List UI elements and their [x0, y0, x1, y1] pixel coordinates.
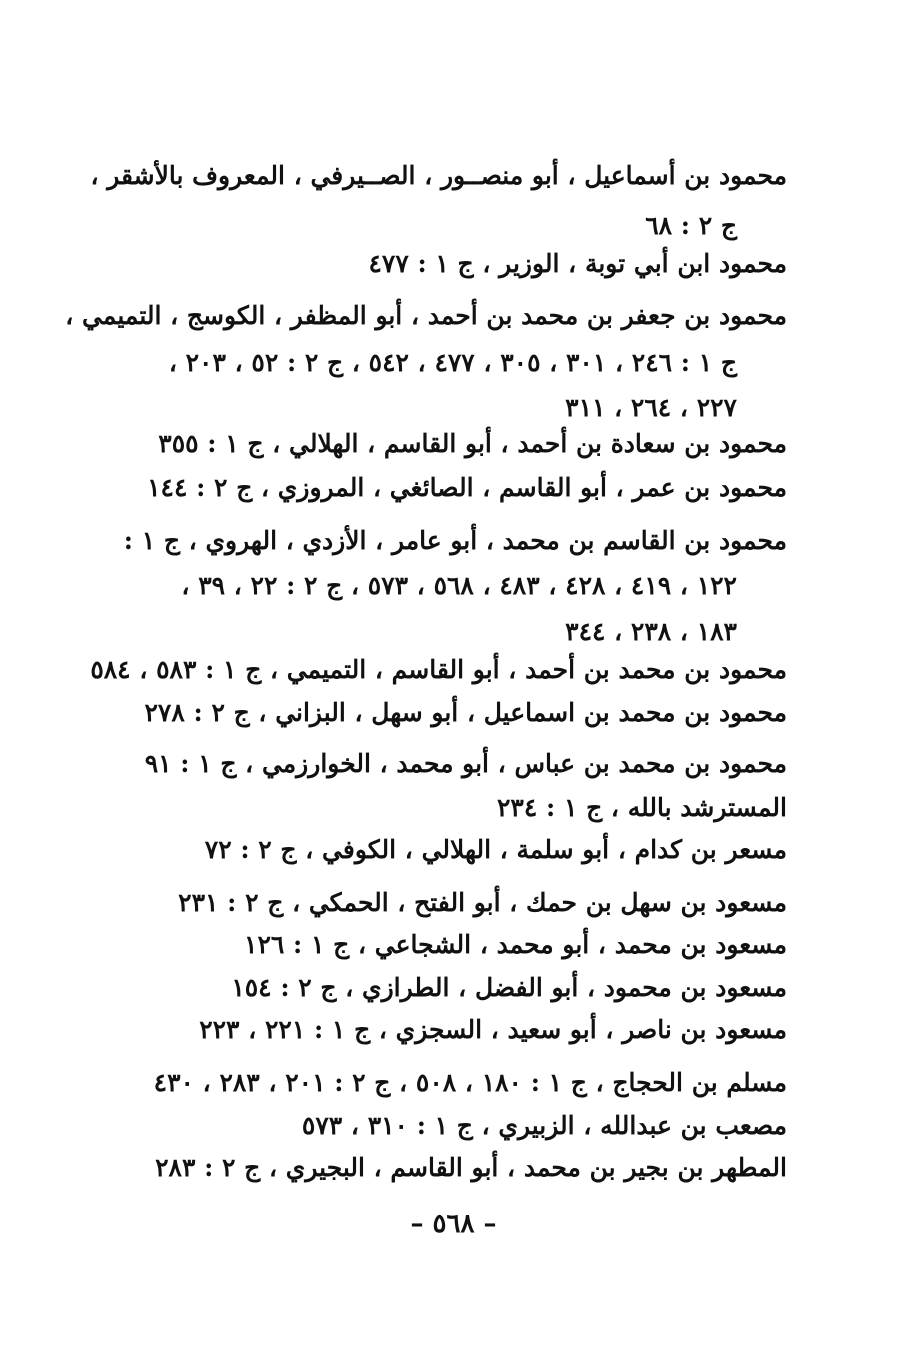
index-entry-line: مصعب بن عبدالله ، الزبيري ، ج ١ : ٣١٠ ، ٥٧٣ [301, 1111, 787, 1140]
index-entry-line: مسعود بن سهل بن حمك ، أبو الفتح ، الحمكي ، ج ٢ : ٢٣١ [178, 888, 787, 917]
index-entry-line: المطهر بن بجير بن محمد ، أبو القاسم ، البجيري ، ج ٢ : ٢٨٣ [155, 1153, 787, 1182]
index-entry-line: محمود بن محمد بن أحمد ، أبو القاسم ، التميمي ، ج ١ : ٥٨٣ ، ٥٨٤ [90, 655, 787, 684]
index-entry-line: مسعود بن ناصر ، أبو سعيد ، السجزي ، ج ١ : ٢٢١ ، ٢٢٣ [199, 1015, 787, 1044]
index-entry-line: مسعر بن كدام ، أبو سلمة ، الهلالي ، الكوفي ، ج ٢ : ٧٢ [204, 835, 787, 864]
index-entry-continuation: ١٨٣ ، ٢٣٨ ، ٣٤٤ [565, 617, 737, 646]
index-entry-continuation: ١٢٢ ، ٤١٩ ، ٤٢٨ ، ٤٨٣ ، ٥٦٨ ، ٥٧٣ ، ج ٢ : ٢٢ ، ٣٩ ، [181, 571, 737, 600]
index-entry-line: محمود بن أسماعيل ، أبو منصــور ، الصــيرفي ، المعروف بالأشقر ، [90, 161, 787, 190]
index-entry-line: محمود بن محمد بن عباس ، أبو محمد ، الخوارزمي ، ج ١ : ٩١ [144, 749, 787, 778]
index-entry-continuation: ج ١ : ٢٤٦ ، ٣٠١ ، ٣٠٥ ، ٤٧٧ ، ٥٤٢ ، ج ٢ : ٥٢ ، ٢٠٣ ، [168, 348, 737, 377]
index-entry-continuation: ٢٢٧ ، ٢٦٤ ، ٣١١ [565, 393, 737, 422]
index-entry-line: محمود بن عمر ، أبو القاسم ، الصائغي ، المروزي ، ج ٢ : ١٤٤ [147, 473, 787, 502]
index-entry-line: مسعود بن محمود ، أبو الفضل ، الطرازي ، ج ٢ : ١٥٤ [231, 973, 787, 1002]
index-entry-line: محمود بن محمد بن اسماعيل ، أبو سهل ، البزاني ، ج ٢ : ٢٧٨ [144, 698, 787, 727]
index-entry-line: محمود بن القاسم بن محمد ، أبو عامر ، الأزدي ، الهروي ، ج ١ : [123, 526, 787, 555]
index-entry-line: مسلم بن الحجاج ، ج ١ : ١٨٠ ، ٥٠٨ ، ج ٢ : ٢٠١ ، ٢٨٣ ، ٤٣٠ [153, 1068, 787, 1097]
index-entry-line: محمود ابن أبي توبة ، الوزير ، ج ١ : ٤٧٧ [368, 249, 787, 278]
index-entry-line: محمود بن سعادة بن أحمد ، أبو القاسم ، الهلالي ، ج ١ : ٣٥٥ [158, 429, 787, 458]
page-number: – ٥٦٨ – [410, 1209, 497, 1239]
index-entry-line: المسترشد بالله ، ج ١ : ٢٣٤ [497, 793, 787, 822]
index-entry-line: محمود بن جعفر بن محمد بن أحمد ، أبو المظفر ، الكوسج ، التميمي ، [65, 301, 787, 330]
index-entry-continuation: ج ٢ : ٦٨ [645, 211, 737, 240]
index-entry-line: مسعود بن محمد ، أبو محمد ، الشجاعي ، ج ١ : ١٢٦ [244, 930, 787, 959]
